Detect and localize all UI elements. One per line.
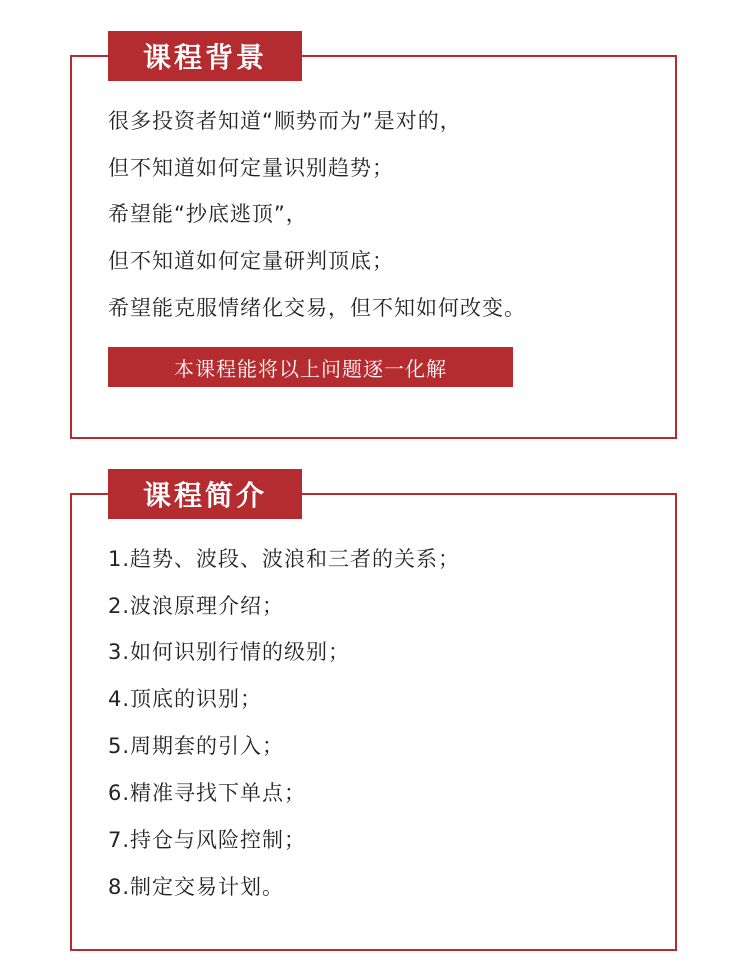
solution-banner: 本课程能将以上问题逐一化解: [108, 347, 513, 387]
background-line: 但不知道如何定量识别趋势；: [108, 156, 394, 180]
intro-list-item: 8.制定交易计划。: [108, 875, 285, 899]
background-line: 希望能克服情绪化交易，但不知如何改变。: [108, 296, 526, 320]
background-line: 希望能“抄底逃顶”，: [108, 202, 308, 226]
intro-list-item: 1.趋势、波段、波浪和三者的关系；: [108, 547, 461, 571]
course-intro-title: 课程简介: [108, 469, 302, 519]
intro-list-item: 2.波浪原理介绍；: [108, 594, 285, 618]
background-line: 很多投资者知道“顺势而为”是对的，: [108, 109, 462, 133]
intro-list-item: 7.持仓与风险控制；: [108, 828, 307, 852]
intro-list-item: 3.如何识别行情的级别；: [108, 640, 351, 664]
course-background-title: 课程背景: [108, 31, 302, 81]
background-line: 但不知道如何定量研判顶底；: [108, 249, 394, 273]
intro-list-item: 6.精准寻找下单点；: [108, 781, 307, 805]
intro-list-item: 5.周期套的引入；: [108, 734, 285, 758]
intro-list-item: 4.顶底的识别；: [108, 687, 263, 711]
